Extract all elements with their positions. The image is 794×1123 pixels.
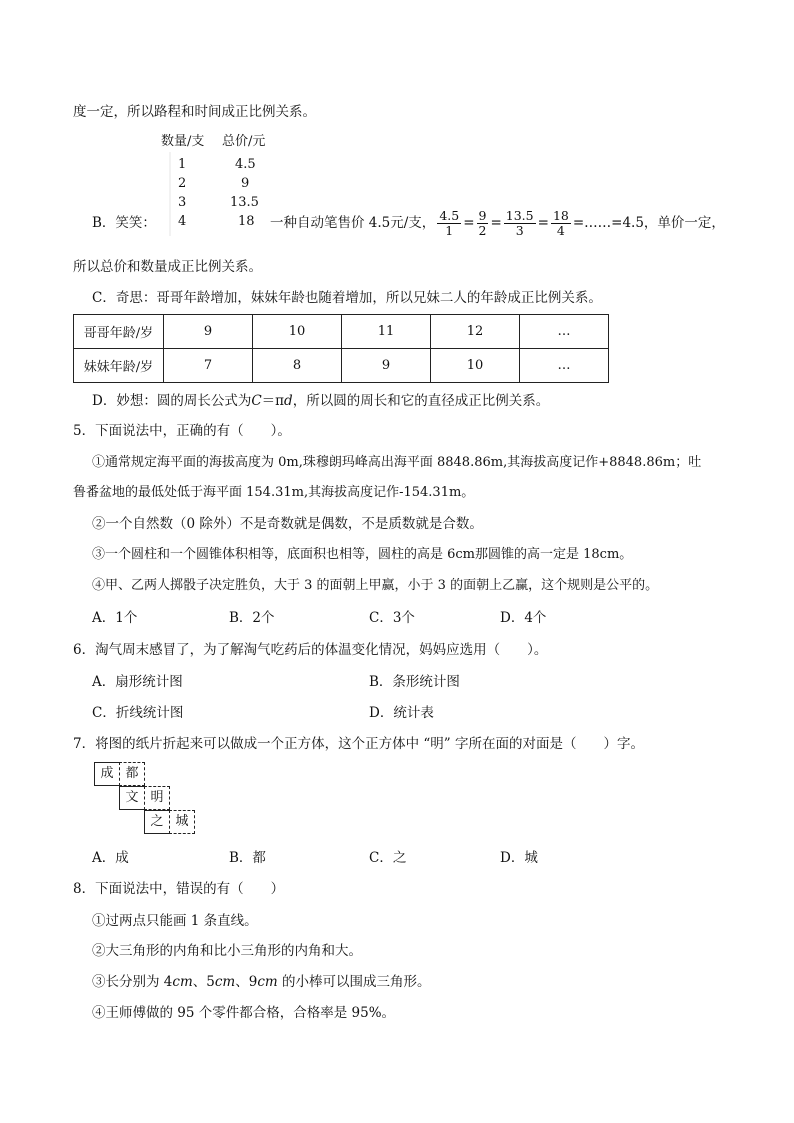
price-table-cell: 3 [178, 195, 187, 210]
question-6-option-c[interactable]: C．折线统计图 [92, 705, 184, 721]
table-cell: 7 [164, 349, 253, 383]
question-6-option-a[interactable]: A．扇形统计图 [92, 674, 183, 690]
question-8-stem: 8．下面说法中，错误的有（ ） [73, 881, 285, 897]
price-table-header-total: 总价/元 [222, 134, 266, 149]
table-cell: 10 [431, 349, 520, 383]
option-b-tail: =……=4.5，单价一定， [572, 215, 725, 231]
table-cell: … [520, 349, 609, 383]
price-table-cell: 2 [178, 176, 187, 191]
table-cell: 12 [431, 315, 520, 349]
option-d [92, 392, 549, 410]
price-table-cell: 9 [241, 176, 250, 191]
question-7-stem: 7．将图的纸片折起来可以做成一个正方体，这个正方体中 “明” 字所在面的对面是（ ）字。 [73, 736, 644, 752]
question-5-statement: 鲁番盆地的最低处低于海平面 154.31m,其海拔高度记作-154.31m。 [73, 485, 475, 500]
table-cell: 9 [164, 315, 253, 349]
equals-sign: = [463, 215, 475, 231]
question-5-option-c[interactable]: C．3个 [369, 610, 415, 626]
price-table-cell: 1 [178, 157, 187, 172]
question-7-option-a[interactable]: A．成 [92, 850, 129, 866]
option-c: C．奇思：哥哥年龄增加，妹妹年龄也随着增加，所以兄妹二人的年龄成正比例关系。 [92, 290, 602, 306]
formula-operator: ＝π [261, 393, 285, 409]
table-cell: 8 [253, 349, 342, 383]
equals-sign: = [537, 215, 549, 231]
option-b-formula [270, 208, 725, 238]
option-d-text: ，所以圆的周长和它的直径成正比例关系。 [292, 393, 550, 409]
price-table-cell: 4 [178, 214, 187, 229]
question-7-option-d[interactable]: D．城 [500, 850, 538, 866]
question-8-statement: ④王师傅做的 95 个零件都合格，合格率是 95%。 [92, 1005, 396, 1021]
question-6-option-b[interactable]: B．条形统计图 [369, 674, 460, 690]
table-cell: 哥哥年龄/岁 [74, 315, 164, 349]
table-cell: … [520, 315, 609, 349]
formula-variable: C [251, 393, 262, 409]
question-5-option-b[interactable]: B．2个 [229, 610, 275, 626]
question-6-option-d[interactable]: D．统计表 [369, 705, 434, 721]
question-8-statement: ②大三角形的内角和比小三角形的内角和大。 [92, 943, 362, 959]
option-b-line2: 所以总价和数量成正比例关系。 [73, 259, 262, 275]
table-row [74, 349, 609, 383]
question-8-statement: ③长分别为 4cm、5cm、9cm 的小棒可以围成三角形。 [92, 974, 431, 990]
question-5-statement: ②一个自然数（0 除外）不是奇数就是偶数，不是质数就是合数。 [92, 516, 483, 532]
intro-line: 度一定，所以路程和时间成正比例关系。 [73, 104, 316, 120]
question-5-statement: ①通常规定海平面的海拔高度为 0m,珠穆朗玛峰高出海平面 8848.86m,其海拔高度记作+8848.86m；吐 [92, 455, 702, 470]
net-face: 城 [169, 810, 195, 834]
question-6-stem: 6．淘气周末感冒了，为了解淘气吃药后的体温变化情况，妈妈应选用（ ）。 [73, 642, 548, 658]
net-face: 明 [144, 786, 170, 810]
price-table-divider [169, 152, 171, 236]
age-table [73, 314, 609, 383]
option-d-text: D．妙想：圆的周长公式为 [92, 393, 252, 409]
option-b-prefix: B．笑笑： [92, 215, 156, 231]
question-5-stem: 5．下面说法中，正确的有（ ）。 [73, 423, 291, 439]
question-5-statement: ④甲、乙两人掷骰子决定胜负，大于 3 的面朝上甲赢，小于 3 的面朝上乙赢，这个规则是公平的。 [92, 578, 659, 593]
option-b-text: 一种自动笔售价 4.5元/支， [270, 215, 436, 231]
table-cell: 11 [342, 315, 431, 349]
question-5-option-a[interactable]: A．1个 [92, 610, 138, 626]
net-face: 之 [144, 810, 170, 834]
net-face: 成 [94, 762, 120, 786]
net-face: 文 [119, 786, 145, 810]
fraction: $\frac{9}{2}$ [478, 208, 487, 238]
equals-sign: = [490, 215, 502, 231]
price-table-cell: 18 [238, 214, 255, 229]
formula-variable: d [284, 393, 293, 409]
table-cell: 妹妹年龄/岁 [74, 349, 164, 383]
table-cell: 10 [253, 315, 342, 349]
question-5-option-d[interactable]: D．4个 [500, 610, 547, 626]
price-table-header-quantity: 数量/支 [161, 134, 205, 149]
question-7-option-c[interactable]: C．之 [369, 850, 407, 866]
price-table-cell: 13.5 [230, 195, 259, 210]
table-cell: 9 [342, 349, 431, 383]
table-row [74, 315, 609, 349]
fraction: $\frac{18}{4}$ [552, 208, 569, 238]
price-table-cell: 4.5 [235, 157, 256, 172]
question-7-option-b[interactable]: B．都 [229, 850, 266, 866]
fraction: $\frac{13.5}{3}$ [505, 208, 534, 238]
fraction: $\frac{4.5}{1}$ [439, 208, 460, 238]
question-8-statement: ①过两点只能画 1 条直线。 [92, 913, 258, 929]
cube-net-figure [94, 762, 198, 836]
net-face: 都 [119, 762, 145, 786]
question-5-statement: ③一个圆柱和一个圆锥体积相等，底面积也相等，圆柱的高是 6cm那圆锥的高一定是 18cm。 [92, 547, 633, 562]
